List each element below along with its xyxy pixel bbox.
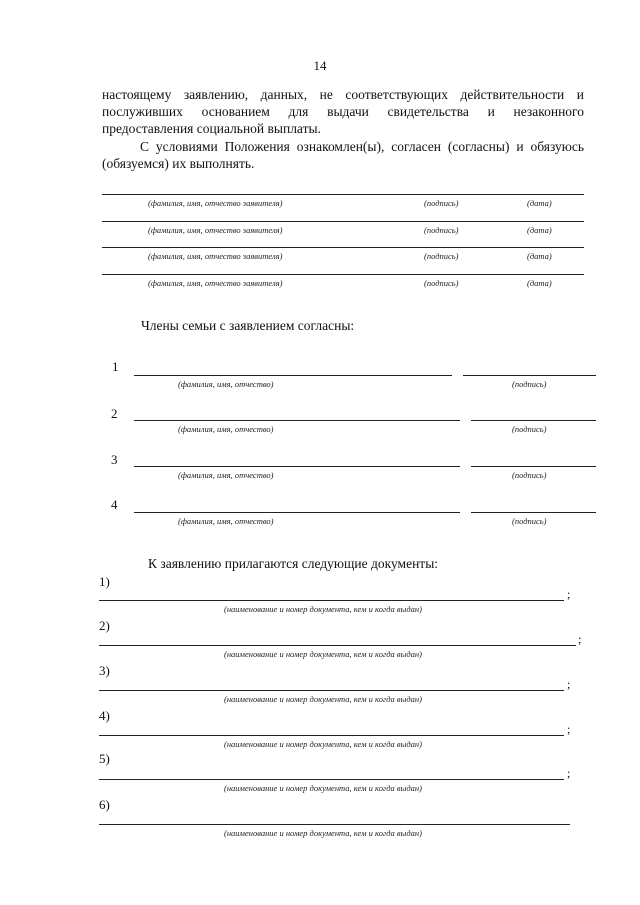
document-row-end: ;: [578, 632, 582, 646]
family-signature-line-4[interactable]: [471, 512, 596, 513]
family-signature-line-2[interactable]: [471, 420, 596, 421]
applicant-signature-caption: (подпись): [424, 198, 459, 208]
document-line-6[interactable]: [99, 824, 570, 825]
document-row-number: 6): [99, 797, 110, 812]
document-caption: (наименование и номер документа, кем и когда выдан): [224, 828, 422, 838]
page-number: 14: [313, 58, 327, 73]
family-row-number: 2: [111, 406, 118, 421]
document-caption: (наименование и номер документа, кем и когда выдан): [224, 604, 422, 614]
document-line-1[interactable]: [99, 600, 564, 601]
family-heading: Члены семьи с заявлением согласны:: [141, 318, 355, 333]
document-line-5[interactable]: [99, 779, 564, 780]
applicant-date-caption: (дата): [527, 225, 552, 235]
document-row-number: 5): [99, 751, 110, 766]
family-name-line-2[interactable]: [134, 420, 460, 421]
document-line-3[interactable]: [99, 690, 564, 691]
document-row-end: ;: [567, 587, 571, 601]
applicant-signature-caption: (подпись): [424, 225, 459, 235]
applicant-name-caption: (фамилия, имя, отчество заявителя): [148, 251, 283, 261]
family-signature-line-3[interactable]: [471, 466, 596, 467]
family-signature-caption: (подпись): [512, 470, 547, 480]
family-name-line-3[interactable]: [134, 466, 460, 467]
family-name-caption: (фамилия, имя, отчество): [178, 379, 274, 389]
applicant-name-caption: (фамилия, имя, отчество заявителя): [148, 198, 283, 208]
applicant-name-caption: (фамилия, имя, отчество заявителя): [148, 225, 283, 235]
applicant-date-caption: (дата): [527, 251, 552, 261]
applicant-line-1[interactable]: [102, 194, 584, 195]
family-row-number: 4: [111, 497, 118, 512]
applicant-line-2[interactable]: [102, 221, 584, 222]
document-caption: (наименование и номер документа, кем и когда выдан): [224, 783, 422, 793]
document-row-number: 2): [99, 618, 110, 633]
family-signature-caption: (подпись): [512, 424, 547, 434]
applicant-date-caption: (дата): [527, 278, 552, 288]
applicant-signature-caption: (подпись): [424, 278, 459, 288]
applicant-line-4[interactable]: [102, 274, 584, 275]
document-line-4[interactable]: [99, 735, 564, 736]
document-row-end: ;: [567, 766, 571, 780]
document-row-end: ;: [567, 677, 571, 691]
applicant-name-caption: (фамилия, имя, отчество заявителя): [148, 278, 283, 288]
family-signature-caption: (подпись): [512, 516, 547, 526]
document-row-number: 3): [99, 663, 110, 678]
documents-heading: К заявлению прилагаются следующие документы:: [148, 556, 439, 571]
applicant-line-3[interactable]: [102, 247, 584, 248]
family-signature-line-1[interactable]: [463, 375, 596, 376]
document-row-number: 4): [99, 708, 110, 723]
family-row-number: 1: [112, 359, 119, 374]
document-caption: (наименование и номер документа, кем и когда выдан): [224, 649, 422, 659]
family-name-line-4[interactable]: [134, 512, 460, 513]
family-name-line-1[interactable]: [134, 375, 452, 376]
applicant-signature-caption: (подпись): [424, 251, 459, 261]
document-row-end: ;: [567, 722, 571, 736]
document-caption: (наименование и номер документа, кем и когда выдан): [224, 694, 422, 704]
family-signature-caption: (подпись): [512, 379, 547, 389]
family-name-caption: (фамилия, имя, отчество): [178, 470, 274, 480]
family-name-caption: (фамилия, имя, отчество): [178, 516, 274, 526]
document-row-number: 1): [99, 574, 110, 589]
family-name-caption: (фамилия, имя, отчество): [178, 424, 274, 434]
applicant-date-caption: (дата): [527, 198, 552, 208]
document-line-2[interactable]: [99, 645, 576, 646]
paragraph-false-data: настоящему заявлению, данных, не соответствующих действительности и послуживших основанием для выдачи свидетельства и незаконного предоставления социальной выплаты.: [102, 87, 584, 136]
paragraph-conditions: С условиями Положения ознакомлен(ы), согласен (согласны) и обязуюсь (обязуемся) их выполнять.: [102, 139, 584, 171]
family-row-number: 3: [111, 452, 118, 467]
document-caption: (наименование и номер документа, кем и когда выдан): [224, 739, 422, 749]
